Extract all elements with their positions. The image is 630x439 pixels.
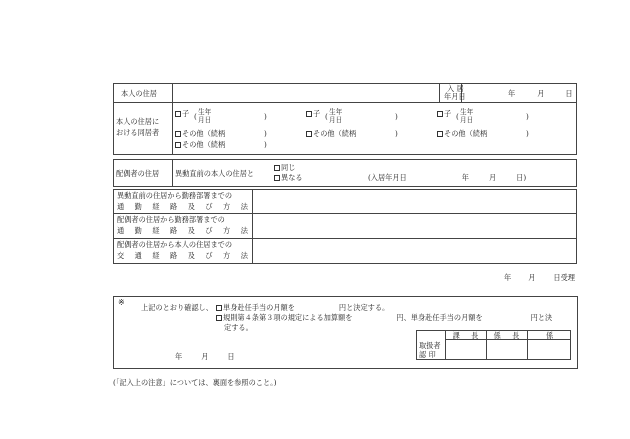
child-2-checkbox[interactable]	[306, 111, 312, 117]
regulation-checkbox[interactable]	[216, 315, 222, 321]
other-2-checkbox[interactable]	[306, 131, 312, 137]
child-1-field[interactable]: 子 ( 生年 月日 )	[175, 110, 189, 117]
move-in-label: 入 居 年月日	[444, 84, 466, 102]
other-3-checkbox[interactable]	[437, 131, 443, 137]
other-relation-3-field[interactable]: その他（続柄 )	[437, 130, 487, 137]
regulation-option-cont: 定する。	[224, 323, 253, 332]
child-3-field[interactable]: 子 ( 生年 月日 )	[437, 110, 451, 117]
pre-move-residence-label: 異動直前の本人の住居と	[175, 169, 255, 178]
header-staff: 係	[546, 331, 554, 340]
allowance-option[interactable]: 単身赴任手当の月額を 円と決定する。	[216, 304, 389, 311]
other-4-checkbox[interactable]	[175, 142, 181, 148]
confirm-text: 上記のとおり確認し、	[141, 303, 213, 312]
same-option[interactable]: 同じ	[274, 164, 295, 171]
confirmation-date[interactable]: 年 月 日	[175, 352, 235, 361]
different-option[interactable]: 異なる	[274, 174, 303, 181]
header-section-chief: 課 長	[452, 331, 479, 340]
cohabitants-label: 本人の住居に おける同居者	[116, 117, 160, 138]
route-row-3-input[interactable]	[254, 240, 574, 262]
child-1-checkbox[interactable]	[175, 111, 181, 117]
footer-note: (「記入上の注意」については、裏面を参照のこと。)	[113, 378, 277, 387]
staff-seal[interactable]	[529, 341, 570, 359]
asterisk-mark: ※	[118, 298, 125, 307]
route-row-2-input[interactable]	[254, 215, 574, 236]
spouse-residence-label: 配偶者の住居	[116, 169, 160, 178]
header-subsection-chief: 係 長	[493, 331, 520, 340]
route-row-1-label: 異動直前の住居から勤務部署までの 通 勤 経 路 及 び 方 法	[117, 191, 248, 212]
route-row-1-input[interactable]	[254, 191, 574, 211]
handler-seal-label: 取扱者 認 印	[419, 341, 441, 360]
different-checkbox[interactable]	[274, 175, 280, 181]
other-relation-4-field[interactable]: その他（続柄 )	[175, 141, 225, 148]
spouse-move-in-date-field[interactable]: (入居年月日 年 月 日)	[368, 173, 527, 182]
received-date: 年 月 日受理	[504, 273, 575, 282]
child-2-field[interactable]: 子 ( 生年 月日 )	[306, 110, 320, 117]
section-chief-seal[interactable]	[447, 341, 485, 359]
move-in-date-field[interactable]: 年 月 日	[508, 89, 573, 98]
subsection-chief-seal[interactable]	[488, 341, 526, 359]
same-checkbox[interactable]	[274, 165, 280, 171]
residence-label: 本人の住居	[121, 89, 157, 98]
other-relation-2-field[interactable]: その他（続柄 )	[306, 130, 356, 137]
other-1-checkbox[interactable]	[175, 131, 181, 137]
regulation-option[interactable]: 規則第４条第３項の規定による加算額を 円、単身赴任手当の月額を 円と決	[216, 314, 552, 321]
other-relation-1-field[interactable]: その他（続柄 )	[175, 130, 225, 137]
route-row-2-label: 配偶者の住居から勤務部署までの 通 勤 経 路 及 び 方 法	[117, 215, 248, 236]
route-row-3-label: 配偶者の住居から本人の住居までの 交 通 経 路 及 び 方 法	[117, 240, 248, 261]
child-3-checkbox[interactable]	[437, 111, 443, 117]
residence-input[interactable]	[174, 85, 436, 101]
allowance-checkbox[interactable]	[216, 305, 222, 311]
